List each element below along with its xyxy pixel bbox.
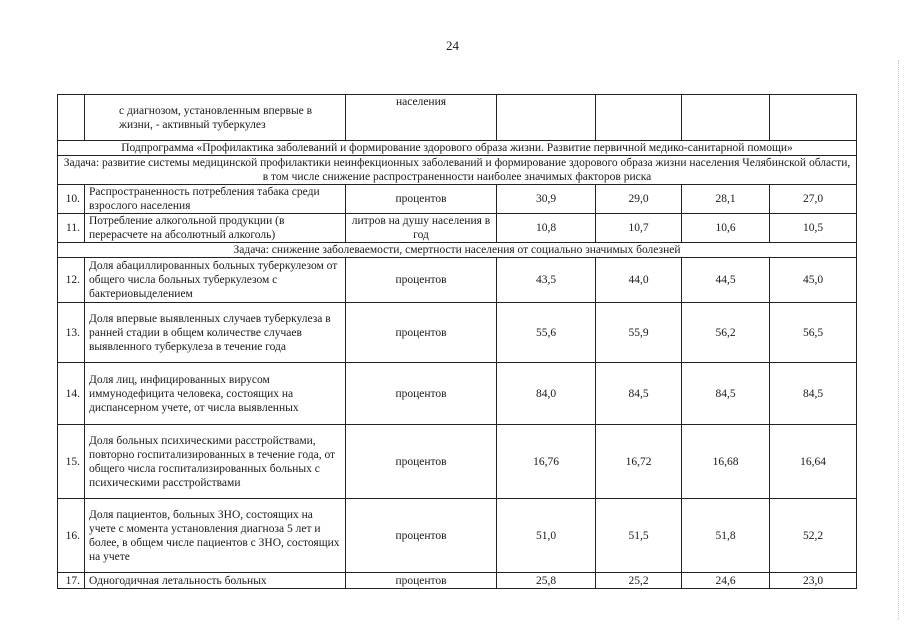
- table-row: [58, 303, 857, 363]
- row-number: 14.: [58, 363, 85, 425]
- unit: процентов: [346, 185, 497, 214]
- subprogram-header: Подпрограмма «Профилактика заболеваний и формирование здорового образа жизни. Развитие первичной медико-санитарной помощи»: [58, 141, 857, 156]
- table-row: [58, 573, 857, 589]
- unit: населения: [346, 95, 497, 141]
- value-cell: [497, 95, 596, 141]
- value-cell: 29,0: [596, 185, 682, 214]
- indicator-name: с диагнозом, установленным впервые в жизни, - активный туберкулез: [85, 95, 346, 141]
- value-cell: 10,7: [596, 214, 682, 243]
- value-cell: 56,2: [682, 303, 770, 363]
- table-row: [58, 499, 857, 573]
- indicator-name: Распространенность потребления табака среди взрослого населения: [85, 185, 346, 214]
- table-row: [58, 185, 857, 214]
- value-cell: 55,6: [497, 303, 596, 363]
- indicator-name: Доля абациллированных больных туберкулезом от общего числа больных туберкулезом с бактериовыделением: [85, 258, 346, 303]
- unit: процентов: [346, 425, 497, 499]
- task-header: Задача: развитие системы медицинской профилактики неинфекционных заболеваний и формирование здорового образа жизни населения Челябинской области, в том числе снижение распространенности наиболее значимых факторов риска: [58, 156, 857, 185]
- value-cell: 44,5: [682, 258, 770, 303]
- unit: процентов: [346, 258, 497, 303]
- value-cell: 16,72: [596, 425, 682, 499]
- row-number: 11.: [58, 214, 85, 243]
- value-cell: 25,2: [596, 573, 682, 589]
- value-cell: 84,5: [770, 363, 857, 425]
- value-cell: 84,5: [596, 363, 682, 425]
- table-row: [58, 243, 857, 258]
- value-cell: 10,6: [682, 214, 770, 243]
- unit: процентов: [346, 363, 497, 425]
- value-cell: 52,2: [770, 499, 857, 573]
- value-cell: [596, 95, 682, 141]
- row-number: 10.: [58, 185, 85, 214]
- table-row: [58, 141, 857, 156]
- value-cell: 23,0: [770, 573, 857, 589]
- value-cell: 16,76: [497, 425, 596, 499]
- table-row: [58, 425, 857, 499]
- indicator-name: Одногодичная летальность больных: [85, 573, 346, 589]
- unit: процентов: [346, 499, 497, 573]
- page-number: 24: [446, 38, 459, 53]
- value-cell: 28,1: [682, 185, 770, 214]
- value-cell: [682, 95, 770, 141]
- indicators-table: [57, 94, 857, 589]
- value-cell: 84,5: [682, 363, 770, 425]
- row-number: 16.: [58, 499, 85, 573]
- value-cell: 45,0: [770, 258, 857, 303]
- table-row: [58, 95, 857, 141]
- row-number: 17.: [58, 573, 85, 589]
- value-cell: 10,5: [770, 214, 857, 243]
- row-number: 12.: [58, 258, 85, 303]
- table-row: [58, 258, 857, 303]
- value-cell: 10,8: [497, 214, 596, 243]
- value-cell: 44,0: [596, 258, 682, 303]
- unit: процентов: [346, 303, 497, 363]
- value-cell: 56,5: [770, 303, 857, 363]
- row-number: 13.: [58, 303, 85, 363]
- value-cell: 51,0: [497, 499, 596, 573]
- indicator-name: Доля больных психическими расстройствами, повторно госпитализированных в течение года, от общего числа госпитализированных больных с психическими расстройствами: [85, 425, 346, 499]
- table-row: [58, 156, 857, 185]
- value-cell: 55,9: [596, 303, 682, 363]
- indicator-name: Доля пациентов, больных ЗНО, состоящих на учете с момента установления диагноза 5 лет и более, в общем числе пациентов с ЗНО, состоящих на учете: [85, 499, 346, 573]
- margin-scan-marks: [892, 60, 899, 620]
- unit: процентов: [346, 573, 497, 589]
- indicator-name: Доля лиц, инфицированных вирусом иммунодефицита человека, состоящих на диспансерном учете, от числа выявленных: [85, 363, 346, 425]
- task-header: Задача: снижение заболеваемости, смертности населения от социально значимых болезней: [58, 243, 857, 258]
- row-number: 15.: [58, 425, 85, 499]
- table-row: [58, 214, 857, 243]
- indicator-name: Доля впервые выявленных случаев туберкулеза в ранней стадии в общем количестве случаев выявленного туберкулеза в течение года: [85, 303, 346, 363]
- row-number: [58, 95, 85, 141]
- value-cell: [770, 95, 857, 141]
- value-cell: 25,8: [497, 573, 596, 589]
- value-cell: 16,64: [770, 425, 857, 499]
- indicator-name: Потребление алкогольной продукции (в перерасчете на абсолютный алкоголь): [85, 214, 346, 243]
- value-cell: 30,9: [497, 185, 596, 214]
- value-cell: 51,8: [682, 499, 770, 573]
- value-cell: 16,68: [682, 425, 770, 499]
- value-cell: 43,5: [497, 258, 596, 303]
- table-row: [58, 363, 857, 425]
- value-cell: 27,0: [770, 185, 857, 214]
- value-cell: 84,0: [497, 363, 596, 425]
- unit: литров на душу населения в год: [346, 214, 497, 243]
- value-cell: 24,6: [682, 573, 770, 589]
- value-cell: 51,5: [596, 499, 682, 573]
